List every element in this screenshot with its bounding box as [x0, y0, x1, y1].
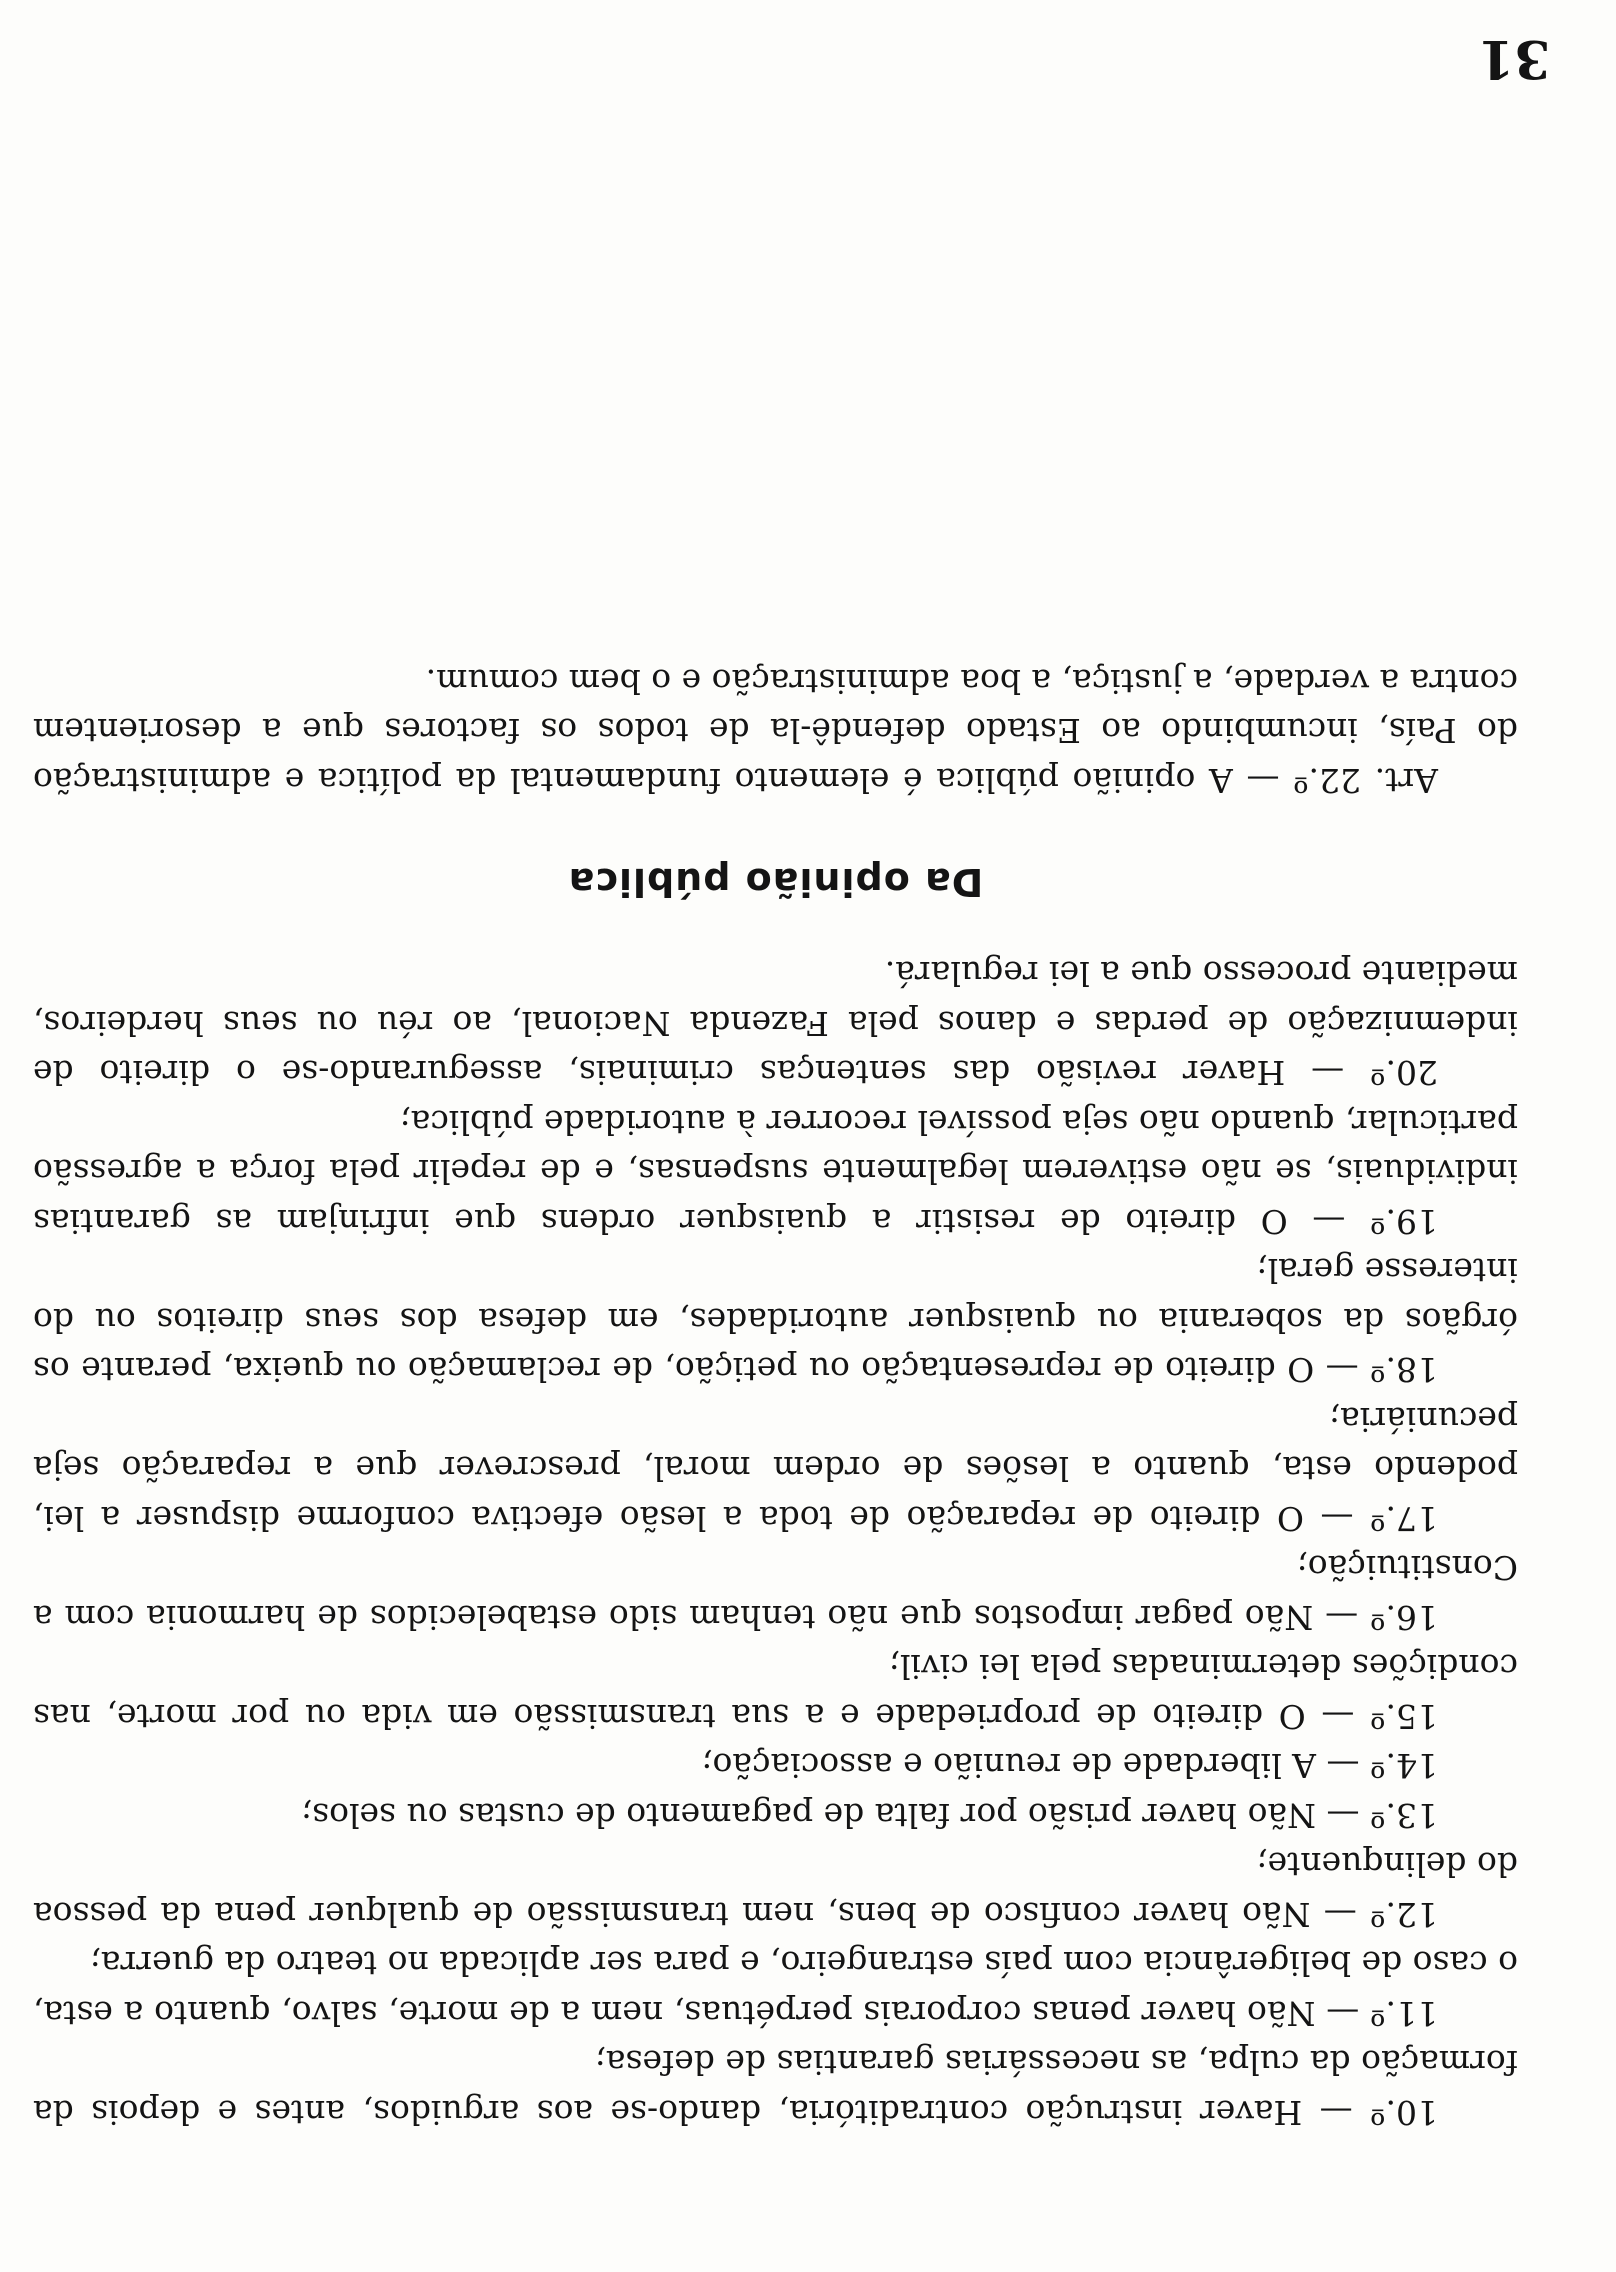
- article-22-paragraph: Art. 22.º — A opinião pública é elemento fundamental da política e administração do País, incumbindo ao Estado defendê-la de todos os factores que a desorientem contra a verdade, a justiça, a boa administração e o bem comum.: [33, 662, 1518, 800]
- paragraph-item-14: 14.º — A liberdade de reunião e associação;: [701, 1746, 1438, 1786]
- paragraph-item-11: 11.º — Não haver penas corporais perpétuas, nem a de morte, salvo, quanto a esta, o caso de beligerância com país estrangeiro, e para ser aplicada no teatro da guerra;: [33, 1944, 1518, 2033]
- paragraph-item-18: 18.º — O direito de representação ou petição, de reclamação ou queixa, perante os órgãos da soberania ou quaisquer autoridades, em defesa dos seus direitos ou do interesse geral;: [33, 1251, 1518, 1390]
- paragraph-item-12: 12.º — Não haver confisco de bens, nem transmissão de qualquer pena da pessoa do delinquente;: [33, 1845, 1518, 1934]
- paragraph-item-13: 13.º — Não haver prisão por falta de pagamento de custas ou selos;: [301, 1796, 1438, 1835]
- section-heading: Da opinião pública: [567, 860, 984, 904]
- paragraph-item-16: 16.º — Não pagar impostos que não tenham sido estabelecidos de harmonia com a Constituição;: [33, 1548, 1518, 1637]
- paragraph-item-10: 10.º — Haver instrução contraditória, dando-se aos arguidos, antes e depois da formação da culpa, as necessárias garantias de defesa;: [33, 2043, 1518, 2132]
- paragraph-item-17: 17.º — O direito de reparação de toda a lesão efectiva conforme dispuser a lei, podendo esta, quanto a lesões de ordem moral, prescrever que a reparação seja pecuniária;: [33, 1400, 1518, 1538]
- paragraph-item-15: 15.º — O direito de propriedade e a sua transmissão em vida ou por morte, nas condições determinadas pela lei civil;: [33, 1647, 1518, 1736]
- page-body: [33, 657, 1518, 2138]
- page-number: 31: [1478, 28, 1551, 89]
- paragraph-item-20: 20.º — Haver revisão das sentenças criminais, assegurando-se o direito de indemnização de perdas e danos pela Fazenda Nacional, ao réu ou seus herdeiros, mediante processo que a lei regulará.: [33, 954, 1518, 1093]
- paragraph-item-19: 19.º — O direito de resistir a quaisquer ordens que infrinjam as garantias individuais, se não estiverem legalmente suspensas, e de repelir pela força a agressão particular, quando não seja possível recorrer à autoridade pública;: [33, 1103, 1518, 1241]
